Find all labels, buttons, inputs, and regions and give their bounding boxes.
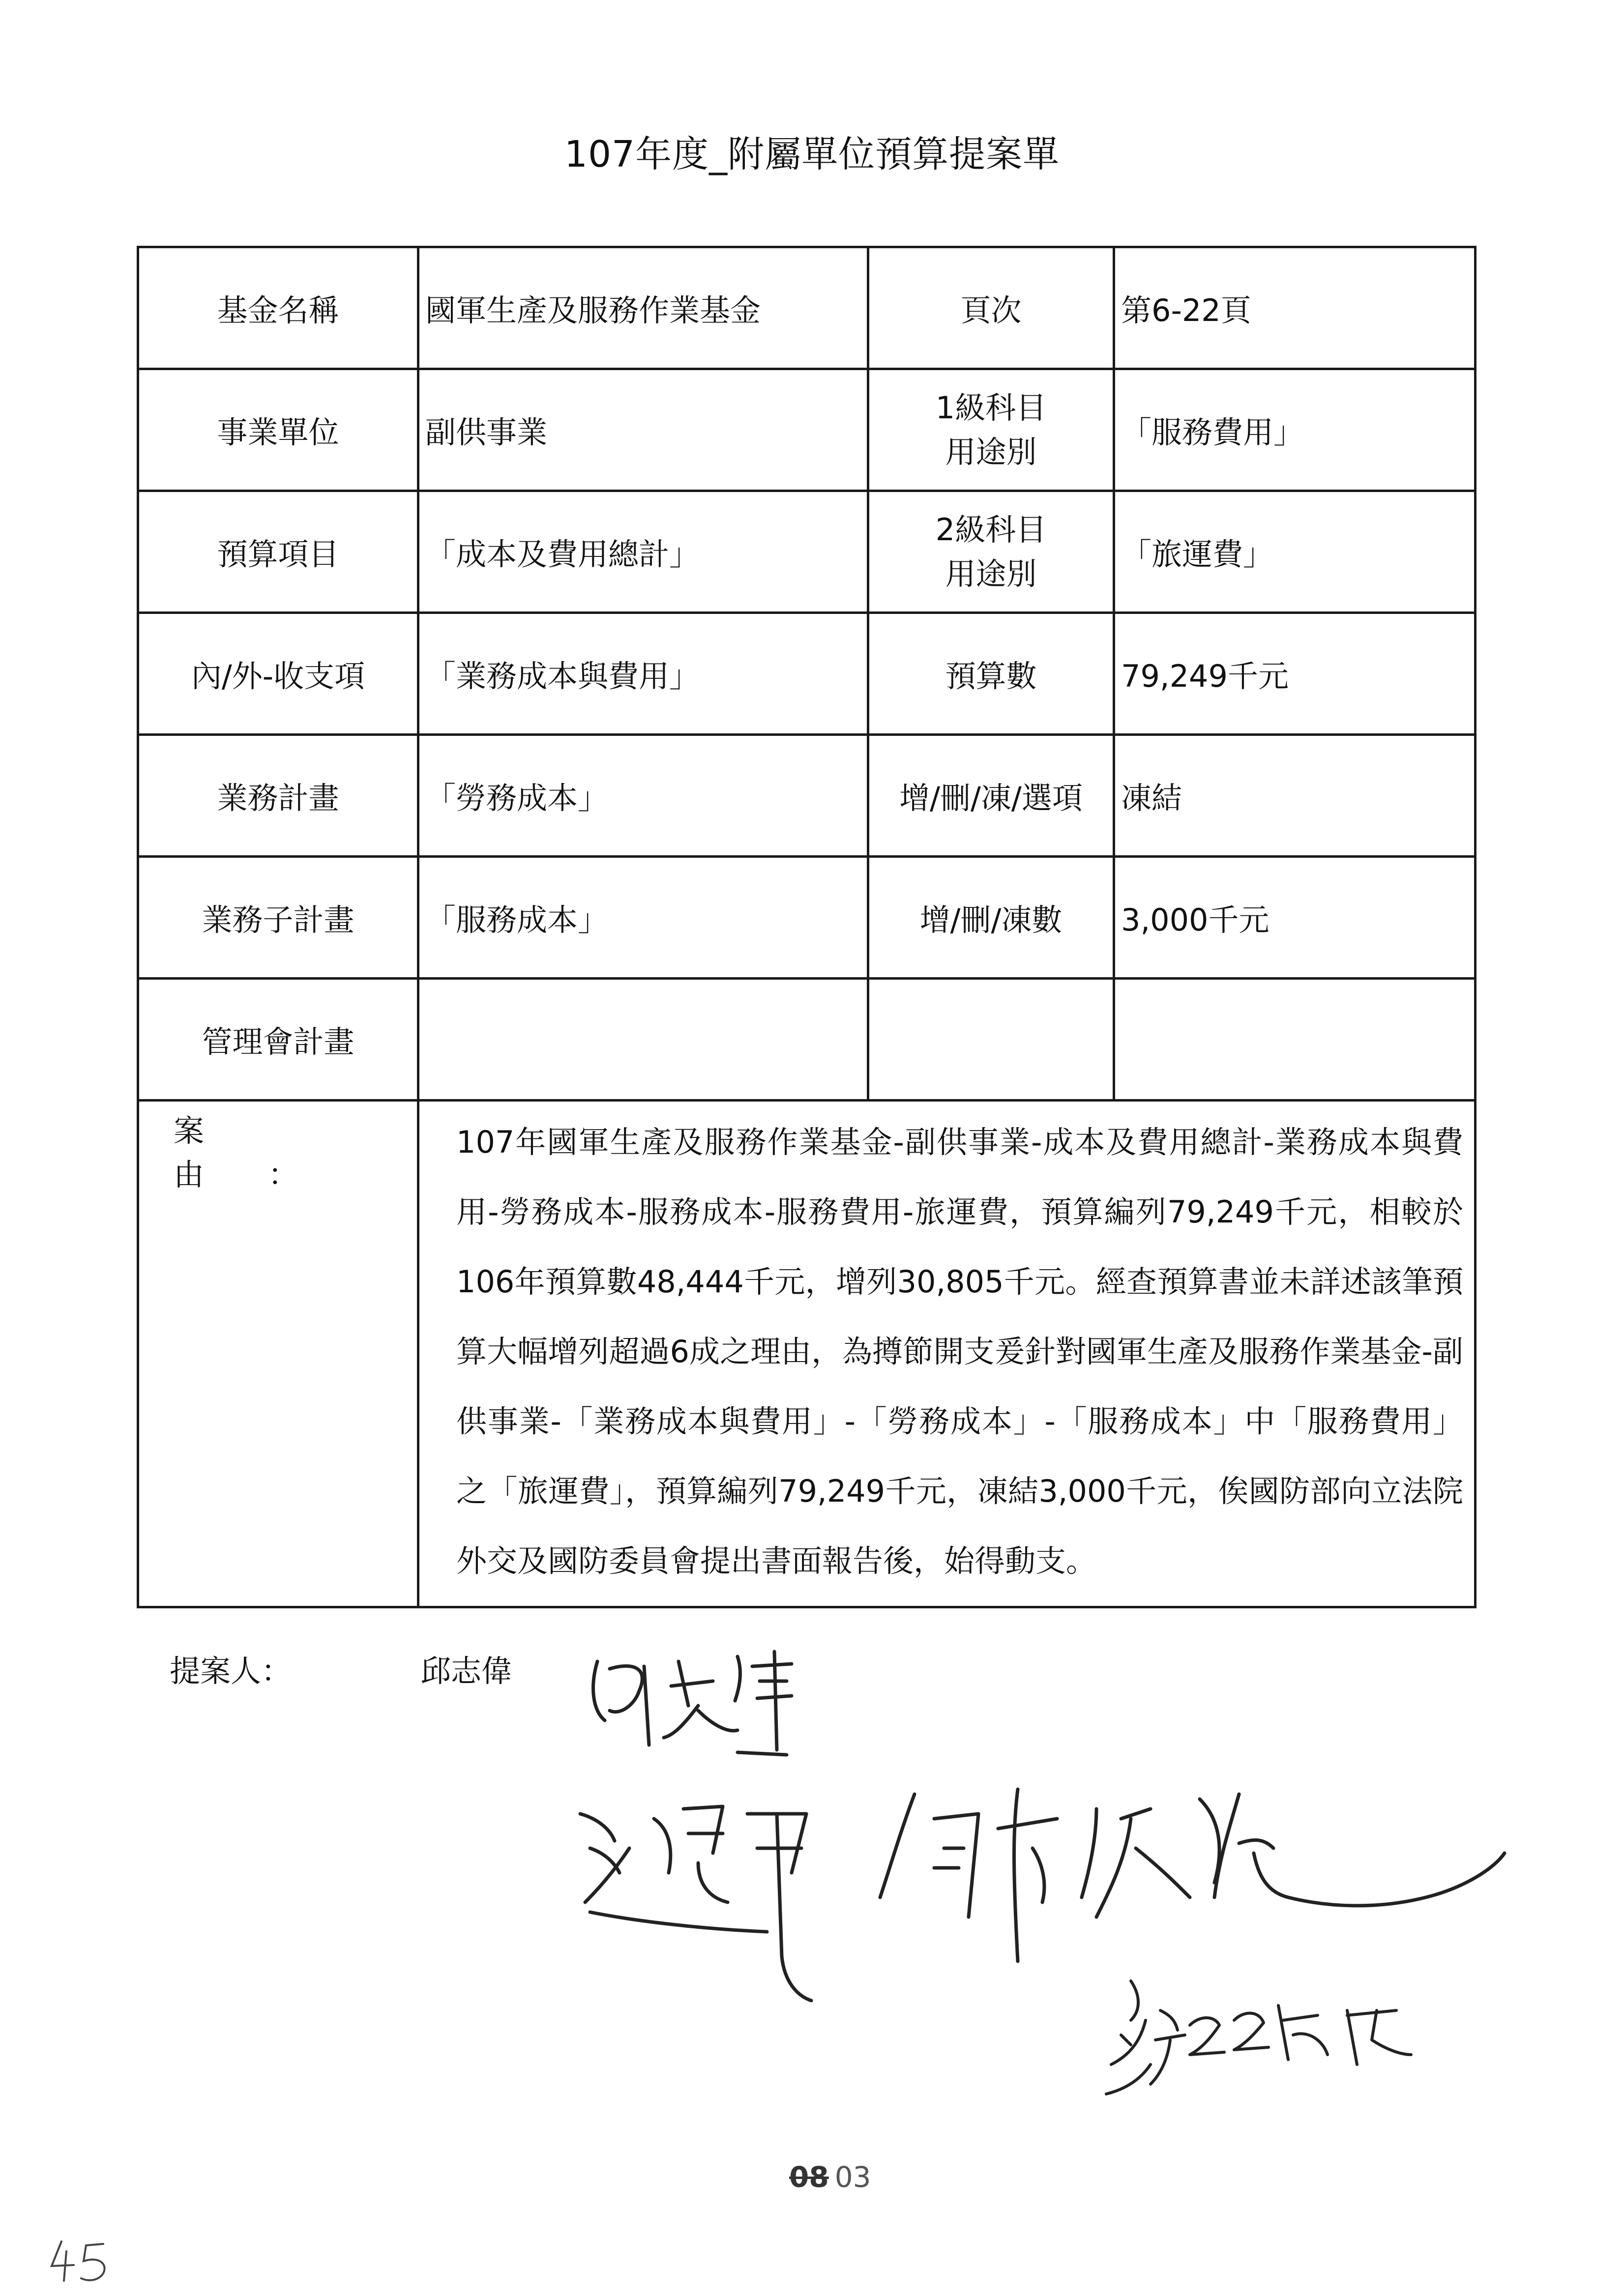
label-action-option: 增/刪/凍/選項 (868, 735, 1114, 857)
document-title: 107年度_附屬單位預算提案單 (564, 133, 1060, 175)
margin-handwritten-number (44, 2237, 118, 2286)
value-reason: 107年國軍生產及服務作業基金-副供事業-成本及費用總計-業務成本與費用-勞務成本-服務成本-服務費用-旅運費，預算編列79,249千元，相較於106年預算數48,444千元，增列30,805千元。經查預算書並未詳述該筆預算大幅增列超過6成之理由，為撙節開支爰針對國軍生產及服務作業基金-副供事業-「業務成本與費用」-「勞務成本」-「服務成本」中「服務費用」之「旅運費」，預算編列79,249千元，凍結3,000千元，俟國防部向立法院外交及國防委員會提出書面報告後，始得動支。 (418, 1101, 1476, 1607)
value-business-plan: 「勞務成本」 (418, 735, 868, 857)
value-income-expense: 「業務成本與費用」 (418, 613, 868, 735)
signature-4 (1106, 1981, 1411, 2094)
label-business-plan: 業務計畫 (138, 735, 418, 857)
label-sub-plan: 業務子計畫 (138, 857, 418, 979)
label-page: 頁次 (868, 247, 1114, 369)
label-level1-line1: 1級科目 (935, 389, 1047, 426)
label-management-plan: 管理會計畫 (138, 979, 418, 1101)
signature-1 (593, 1652, 792, 1755)
label-level1-line2: 用途別 (945, 434, 1037, 470)
signature-2 (580, 1806, 811, 2001)
value-budget-amount: 79,249千元 (1114, 613, 1476, 735)
label-budget-amount: 預算數 (868, 613, 1114, 735)
label-level2-line2: 用途別 (945, 555, 1037, 592)
label-level2-line1: 2級科目 (935, 511, 1047, 548)
proposer-name: 邱志偉 (420, 1653, 512, 1689)
value-level1-subject: 「服務費用」 (1114, 369, 1476, 491)
label-reason: 案由： (138, 1101, 418, 1607)
value-action-option: 凍結 (1114, 735, 1476, 857)
value-action-amount: 3,000千元 (1114, 857, 1476, 979)
value-page: 第6-22頁 (1114, 247, 1476, 369)
label-fund-name: 基金名稱 (138, 247, 418, 369)
value-budget-item: 「成本及費用總計」 (418, 491, 868, 613)
label-business-unit: 事業單位 (138, 369, 418, 491)
page-number (789, 2160, 871, 2194)
value-business-unit: 副供事業 (418, 369, 868, 491)
value-sub-plan: 「服務成本」 (418, 857, 868, 979)
signature-3 (880, 1789, 1505, 1961)
label-action-amount: 增/刪/凍數 (868, 857, 1114, 979)
value-level2-subject: 「旅運費」 (1114, 491, 1476, 613)
value-fund-name: 國軍生產及服務作業基金 (418, 247, 868, 369)
page-number-current: 03 (834, 2160, 871, 2194)
page-number-struck: 08 (789, 2160, 829, 2194)
proposer-label: 提案人： (170, 1653, 292, 1689)
label-budget-item: 預算項目 (138, 491, 418, 613)
label-income-expense: 內/外-收支項 (138, 613, 418, 735)
